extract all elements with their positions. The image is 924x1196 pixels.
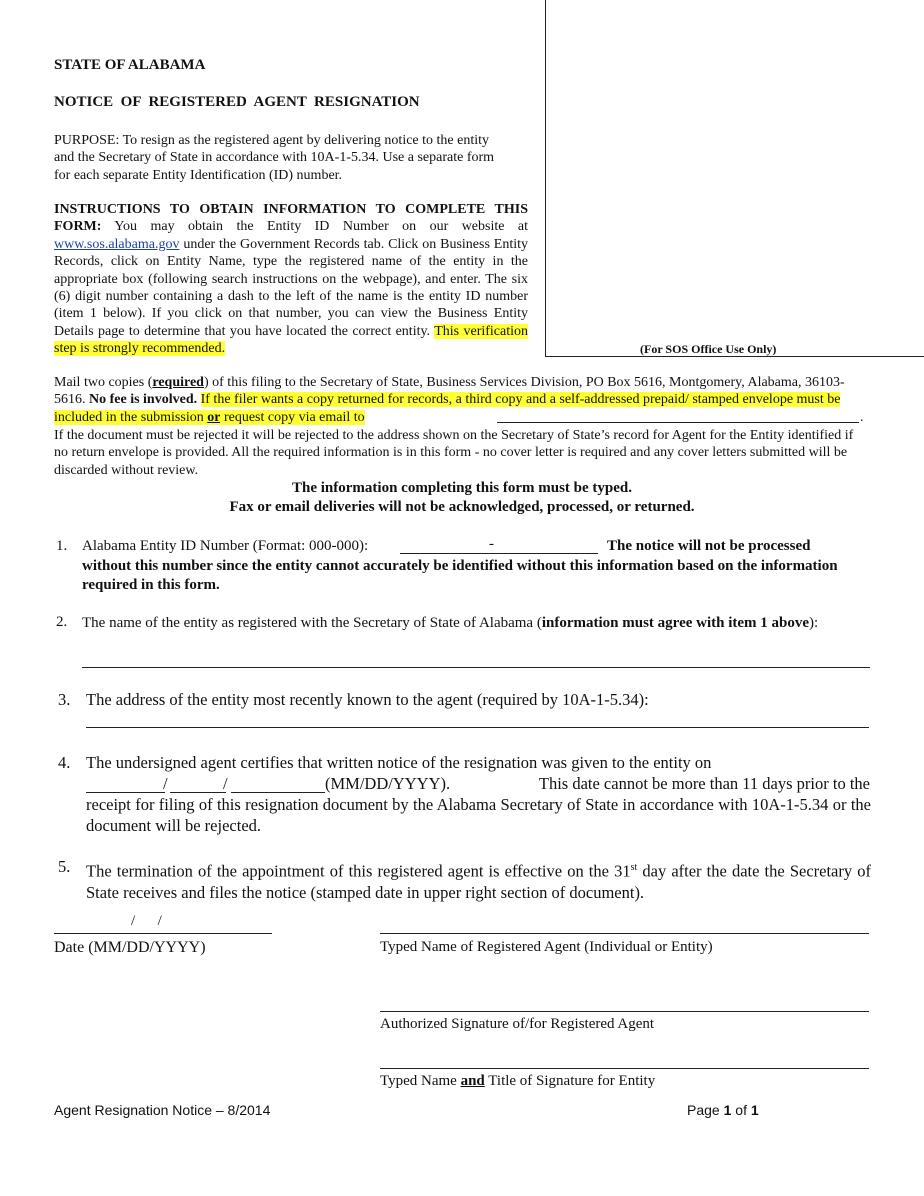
date-slash-1: / bbox=[163, 774, 168, 793]
item-number-4: 4. bbox=[58, 753, 71, 772]
typed-name-line[interactable] bbox=[380, 933, 869, 934]
footer-form-name: Agent Resignation Notice – 8/2014 bbox=[54, 1102, 271, 1118]
instructions-label: INSTRUCTIONS TO OBTAIN INFORMATION TO COMPLETE THIS FORM: bbox=[54, 202, 528, 235]
entity-id-field[interactable] bbox=[400, 553, 598, 554]
notice-day-field[interactable] bbox=[170, 792, 226, 793]
mail-text-2: ) of this filing to the Secretary of State, Business Services Division, PO Box 5616, Montgomery, Alabama, 36103-5616. bbox=[54, 375, 845, 408]
item-number-5: 5. bbox=[58, 857, 71, 876]
state-heading: STATE OF ALABAMA bbox=[54, 57, 206, 73]
instructions-paragraph bbox=[54, 201, 528, 358]
item-4-line1: The undersigned agent certifies that written notice of the resignation was given to the entity on bbox=[86, 753, 712, 772]
copy-return-text: If the filer wants a copy returned for records, a third copy and a self-addressed prepaid/ stamped envelope must be included in the submission bbox=[54, 392, 841, 425]
page-total: 1 bbox=[750, 1102, 759, 1118]
item-number-2: 2. bbox=[56, 614, 68, 630]
item-1-label: Alabama Entity ID Number (Format: 000-000): bbox=[82, 538, 369, 554]
date-label: Date (MM/DD/YYYY) bbox=[54, 939, 206, 956]
item-2-bold: information must agree with item 1 above bbox=[541, 615, 810, 631]
date-slash-2: / bbox=[223, 774, 228, 793]
mail-text-1: Mail two copies ( bbox=[54, 375, 153, 390]
period: . bbox=[860, 410, 864, 425]
item-5-sup: st bbox=[630, 862, 638, 873]
sos-website-link[interactable]: www.sos.alabama.gov bbox=[54, 236, 180, 252]
item-3-label: The address of the entity most recently known to the agent (required by 10A-1-5.34): bbox=[86, 690, 649, 709]
or-text: or bbox=[207, 409, 221, 425]
authorized-signature-label: Authorized Signature of/for Registered Agent bbox=[380, 1016, 655, 1032]
entity-name-field[interactable] bbox=[82, 667, 870, 668]
item-1-notice-first: The notice will not be processed bbox=[607, 538, 811, 554]
item-4-rest1: This date cannot be more than 11 days prior to the bbox=[538, 774, 870, 793]
item-5-text bbox=[86, 857, 871, 903]
typed-title-pre: Typed Name bbox=[380, 1073, 461, 1089]
notice-month-field[interactable] bbox=[86, 792, 165, 793]
item-5-post: day after the date the Secretary of State receives and files the notice (stamped date in upper right section of document). bbox=[86, 861, 871, 902]
entity-address-field[interactable] bbox=[86, 727, 869, 728]
instructions-body: under the Government Records tab. Click on Business Entity Records, click on Entity Name, type the registered name of the entity in the appropriate box (following search instructions on the webpage), and enter. The six (6) digit number containing a dash to the left of the name is the entity ID number (item 1 below). If you click on that number, you can view the Business Entity Details page to determine that you have located the correct entity. bbox=[54, 236, 528, 339]
reject-paragraph: If the document must be rejected it will be rejected to the address shown on the Secretary of State’s record for Agent for the Entity identified if no return envelope is provided. All the required information is in this form - no cover letter is required and any cover letters submitted will be discarded without review. bbox=[54, 428, 854, 478]
date-slashes: / / bbox=[131, 913, 162, 929]
page-num: 1 bbox=[723, 1102, 732, 1118]
item-2-text bbox=[82, 614, 862, 633]
item-number-3: 3. bbox=[58, 690, 71, 709]
required-text: required bbox=[152, 375, 204, 390]
typed-title-label bbox=[380, 1073, 655, 1090]
mail-paragraph bbox=[54, 374, 869, 426]
typed-title-and: and bbox=[460, 1073, 485, 1089]
date-format-label: (MM/DD/YYYY). bbox=[325, 774, 451, 793]
sos-box-left-border bbox=[545, 0, 546, 356]
item-5-pre: The termination of the appointment of this registered agent is effective on the 31 bbox=[86, 861, 631, 881]
purpose-paragraph: PURPOSE: To resign as the registered agent by delivering notice to the entity and the Secretary of State in accordance with 10A-1-5.34. Use a separate form for each separate Entity Identification (ID) number. bbox=[54, 133, 495, 183]
email-field-line[interactable] bbox=[497, 422, 859, 423]
entity-id-dash: - bbox=[489, 536, 494, 552]
item-number-1: 1. bbox=[56, 538, 68, 554]
typed-name-label: Typed Name of Registered Agent (Individual or Entity) bbox=[380, 939, 713, 955]
sos-office-use-label: (For SOS Office Use Only) bbox=[640, 342, 777, 356]
email-request-text: request copy via email to bbox=[220, 409, 365, 425]
footer-page-number bbox=[687, 1102, 759, 1118]
form-title: NOTICE OF REGISTERED AGENT RESIGNATION bbox=[54, 94, 420, 110]
typed-notice: The information completing this form must be typed. bbox=[292, 480, 632, 496]
item-2-label: The name of the entity as registered with the Secretary of State of Alabama ( bbox=[82, 615, 542, 631]
typed-title-line[interactable] bbox=[380, 1068, 869, 1069]
item-1-notice: without this number since the entity cannot accurately be identified without this information based on the information required in this form. bbox=[82, 558, 838, 594]
page-mid: of bbox=[731, 1102, 751, 1118]
signature-line[interactable] bbox=[380, 1011, 869, 1012]
no-fee-text: No fee is involved. bbox=[89, 392, 198, 408]
date-field-line[interactable] bbox=[54, 933, 272, 934]
typed-title-post: Title of Signature for Entity bbox=[484, 1073, 656, 1089]
notice-year-field[interactable] bbox=[231, 792, 325, 793]
instructions-intro: You may obtain the Entity ID Number on our website at bbox=[101, 219, 528, 235]
fax-notice: Fax or email deliveries will not be acknowledged, processed, or returned. bbox=[229, 499, 695, 515]
page-pre: Page bbox=[687, 1102, 724, 1118]
verification-note: This verification step is strongly recommended. bbox=[54, 323, 529, 357]
item-4-rest2: receipt for filing of this resignation document by the Alabama Secretary of State in accordance with 10A-1-5.34 or the document will be rejected. bbox=[86, 795, 871, 835]
item-2-end: ): bbox=[809, 615, 819, 631]
